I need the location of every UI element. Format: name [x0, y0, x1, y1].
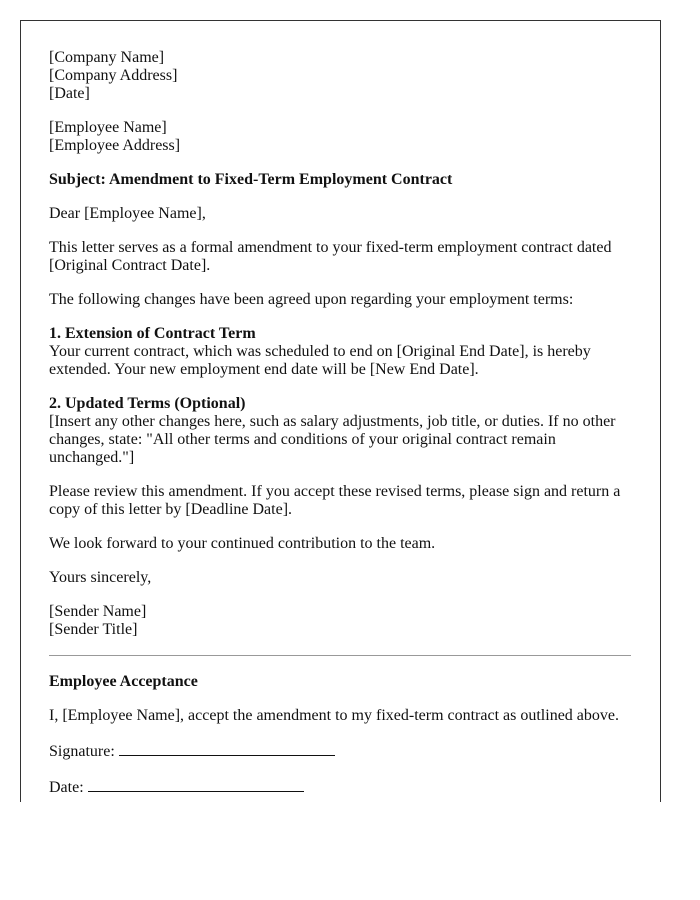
divider [49, 655, 631, 656]
signature-label: Signature: [49, 743, 115, 760]
company-name: [Company Name] [49, 49, 165, 66]
section-updated-terms [49, 395, 631, 467]
review-paragraph: Please review this amendment. If you accept these revised terms, please sign and return a copy of this letter by [Deadline Date]. [49, 483, 621, 518]
signature-field[interactable] [119, 741, 335, 756]
closing-note: We look forward to your continued contribution to the team. [49, 535, 436, 552]
sender-title: [Sender Title] [49, 621, 138, 638]
company-address: [Company Address] [49, 67, 178, 84]
section-heading: 2. Updated Terms (Optional) [49, 395, 246, 412]
date-row [49, 777, 631, 797]
acceptance-statement: I, [Employee Name], accept the amendment to my fixed-term contract as outlined above. [49, 707, 619, 724]
closing: Yours sincerely, [49, 569, 152, 586]
salutation: Dear [Employee Name], [49, 205, 206, 222]
intro-paragraph: This letter serves as a formal amendment to your fixed-term employment contract dated [Original Contract Date]. [49, 239, 612, 274]
acceptance-heading: Employee Acceptance [49, 673, 198, 690]
section-extension [49, 325, 631, 379]
date-field[interactable] [88, 777, 304, 792]
letter-date: [Date] [49, 85, 90, 102]
date-label: Date: [49, 779, 84, 796]
letter-page [20, 20, 661, 802]
section-body: Your current contract, which was scheduled to end on [Original End Date], is hereby extended. Your new employment end date will be [New End Date]. [49, 343, 591, 378]
recipient-block [49, 119, 631, 155]
signature-block [49, 603, 631, 639]
changes-intro: The following changes have been agreed upon regarding your employment terms: [49, 291, 574, 308]
employee-name: [Employee Name] [49, 119, 167, 136]
signature-row [49, 741, 631, 761]
employee-address: [Employee Address] [49, 137, 181, 154]
subject-line: Subject: Amendment to Fixed-Term Employment Contract [49, 171, 453, 188]
section-heading: 1. Extension of Contract Term [49, 325, 256, 342]
sender-block [49, 49, 631, 103]
sender-name: [Sender Name] [49, 603, 147, 620]
section-body: [Insert any other changes here, such as salary adjustments, job title, or duties. If no other changes, state: "All other terms and conditions of your original contract remain unchanged."] [49, 413, 616, 466]
